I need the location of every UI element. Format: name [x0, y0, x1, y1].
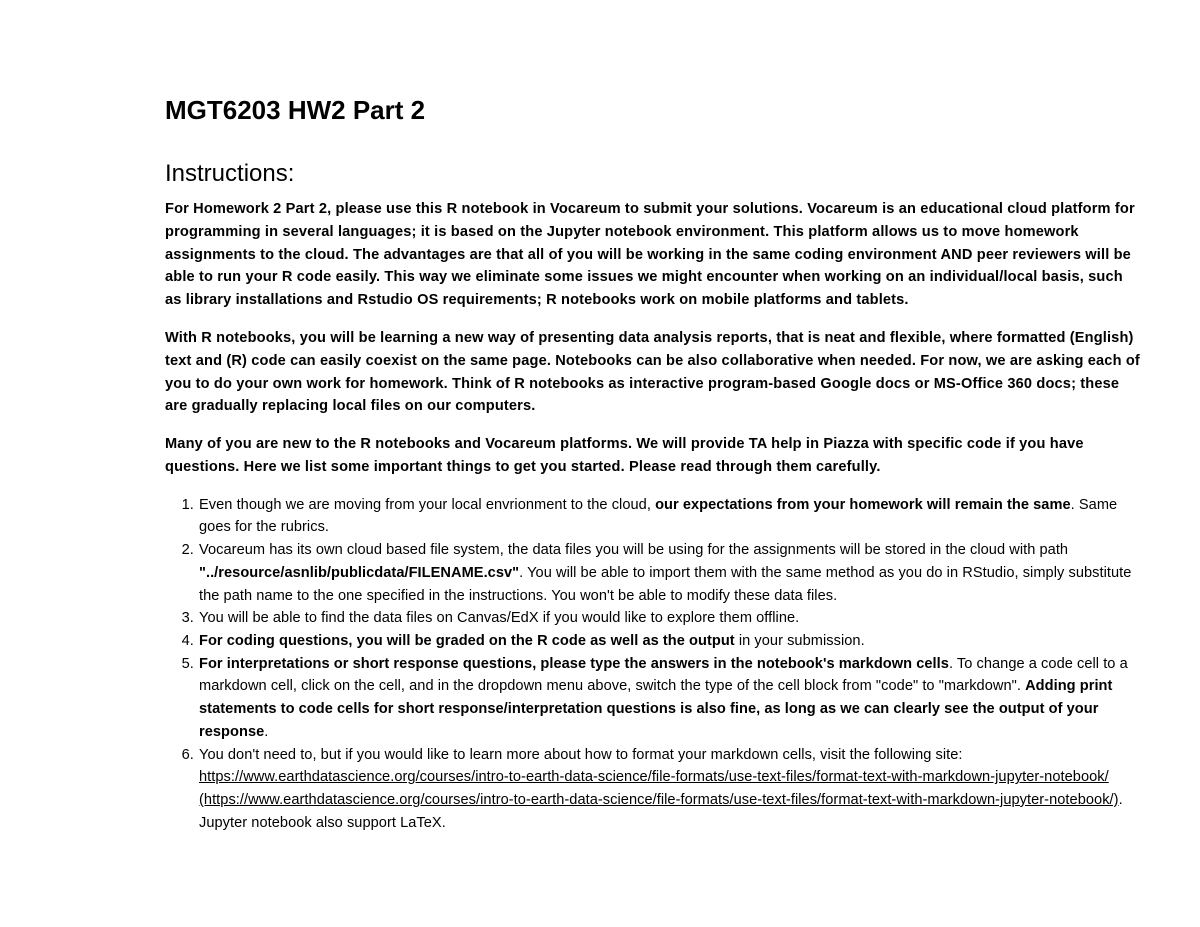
instructions-heading: Instructions: — [165, 160, 295, 187]
list-item: 1. Even though we are moving from your local envrionment to the cloud, our expectations from your homework will remain the same. Same goes for the rubrics. — [198, 494, 1141, 539]
getting-started-paragraph: Many of you are new to the R notebooks and Vocareum platforms. We will provide TA help in Piazza with specific code if you have questions. Here we list some important things to get you started. Please read through them carefully. — [165, 436, 1084, 475]
intro-paragraph: For Homework 2 Part 2, please use this R notebook in Vocareum to submit your solutions. Vocareum is an educational cloud platform for programming in several languages; it is based on the Jupyter notebook environment. This platform allows us to move homework assignments to the cloud. The advantages are that all of you will be working in the same coding environment AND peer reviewers will be able to run your R code easily. This way we eliminate some issues we might encounter when working on an individual/local basis, such as library installations and Rstudio OS requirements; R notebooks work on mobile platforms and tablets. — [165, 201, 1135, 309]
notebooks-paragraph: With R notebooks, you will be learning a new way of presenting data analysis reports, that is neat and flexible, where formatted (English) text and (R) code can easily coexist on the same page. Notebooks can be also collaborative when needed. For now, we are asking each of you to do your own work for homework. Think of R notebooks as interactive program-based Google docs or MS-Office 360 docs; these are gradually replacing local files on our computers. — [165, 329, 1140, 415]
emphasis-text: For interpretations or short response questions, please type the answers in the notebook's markdown cells — [199, 655, 949, 672]
list-item: 3. You will be able to find the data files on Canvas/EdX if you would like to explore them offline. — [198, 607, 1141, 630]
list-item: 2. Vocareum has its own cloud based file system, the data files you will be using for the assignments will be stored in the cloud with path "../resource/asnlib/publicdata/FILENAME.csv". You will be able to import them with the same method as you do in RStudio, simply substitute the path name to the one specified in the instructions. You won't be able to modify these data files. — [198, 539, 1141, 607]
file-path-text: "../resource/asnlib/publicdata/FILENAME.csv" — [199, 564, 520, 581]
markdown-guide-link[interactable]: https://www.earthdatascience.org/courses/intro-to-earth-data-science/file-formats/use-text-files/format-text-with-markdown-jupyter-notebook/ (https://www.earthdatascience.org/courses/intro-to-earth-data-science/file-formats/use-text-files/format-text-with-markdown-jupyter-notebook/) — [199, 769, 1119, 808]
list-item: 6. You don't need to, but if you would like to learn more about how to format your markdown cells, visit the following site: https://www.earthdatascience.org/courses/intro-to-earth-data-science/file-formats/use-text-files/format-text-with-markdown-jupyter-notebook/ (https://www.earthdatascience.org/courses/intro-to-earth-data-science/file-formats/use-text-files/format-text-with-markdown-jupyter-notebook/). Jupyter notebook also support LaTeX. — [198, 744, 1141, 835]
list-item: 4. For coding questions, you will be graded on the R code as well as the output in your submission. — [198, 630, 1141, 653]
page-title: MGT6203 HW2 Part 2 — [165, 95, 426, 125]
list-item: 5. For interpretations or short response questions, please type the answers in the notebook's markdown cells. To change a code cell to a markdown cell, click on the cell, and in the dropdown menu above, switch the type of the cell block from "code" to "markdown". Adding print statements to code cells for short response/interpretation questions is also fine, as long as we can clearly see the output of your response. — [198, 653, 1141, 744]
instructions-list — [165, 494, 1141, 835]
emphasis-text: For coding questions, you will be graded on the R code as well as the output — [199, 632, 735, 649]
emphasis-text: our expectations from your homework will remain the same — [655, 496, 1071, 513]
emphasis-text: Adding print statements to code cells for short response/interpretation questions is also fine, as long as we can clearly see the output of your response — [199, 678, 1113, 740]
document-page — [165, 92, 1141, 834]
